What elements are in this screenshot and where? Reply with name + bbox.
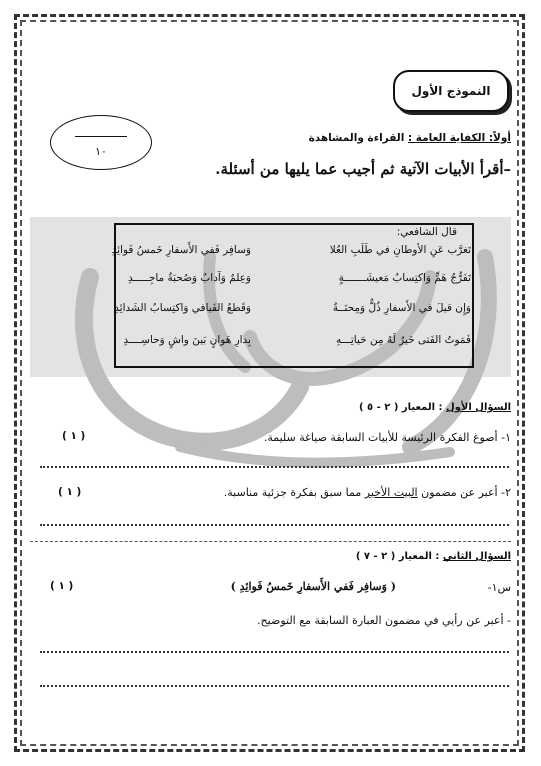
verse-4-first: فَمَوتُ الفَتى خَيرٌ لَهُ مِن حَياتِـــهِ [336, 334, 471, 346]
answer-line-3[interactable] [40, 651, 509, 653]
verse-1-first: تَغرَّب عَنِ الأوطانِ في طَلَبِ العُلا [329, 244, 471, 256]
question2-prompt: - أعبر عن رأيي في مضمون العبارة السابقة مع التوضيح. [257, 614, 511, 627]
competency-value: القراءة والمشاهدة [308, 132, 405, 144]
answer-line-2[interactable] [40, 524, 509, 526]
score-oval [50, 115, 152, 170]
question1-item2-before: ٢- أعبر عن مضمون [417, 486, 511, 499]
question1-item2-text [224, 486, 511, 499]
score-blank-line [75, 136, 127, 137]
question1-item2-mark: ( ١ ) [58, 486, 82, 498]
question1-item1-text: ١- أصوغ الفكرة الرئيسة للأبيات السابقة صياغة سليمة. [263, 431, 511, 444]
answer-line-4[interactable] [40, 685, 509, 687]
question2-heading [356, 551, 511, 562]
model-title-box [393, 70, 509, 112]
question2-number: س١- [487, 581, 511, 594]
verse-2-first: تَفَرُّجُ هَمٍّ وَاكتِسابُ مَعيشَـــــــةٍ [338, 272, 471, 284]
verse-2-second: وَعِلمٌ وَآدابٌ وَصُحبَةُ ماجِـــــدِ [127, 272, 251, 284]
question2-quote: ( وَسافِر فَفي الأَسفارِ خَمسُ فَوائِدِ ) [230, 580, 396, 593]
verse-1-second: وَسافِر فَفي الأَسفارِ خَمسُ فَوائِدِ [111, 244, 251, 256]
question1-item1-mark: ( ١ ) [62, 430, 86, 442]
poem-title: قال الشافعي: [396, 226, 457, 238]
score-total: ١٠ [95, 145, 107, 158]
competency-label: أولاً: الكفاية العامة : [407, 132, 511, 144]
section-separator [30, 541, 511, 542]
model-title: النموذج الأول [411, 84, 491, 98]
question1-label: السؤال الأول [446, 402, 511, 413]
verse-3-second: وَقَطعُ الفَيافي وَاكتِسابُ الشَدائِدِ [114, 302, 251, 314]
instruction-text: –أقرأ الأبيات الآتية ثم أجيب عما يليها من أسئلة. [215, 160, 511, 178]
question1-heading [359, 402, 511, 413]
verse-4-second: بِدارِ هَوانٍ بَينَ واشٍ وَحاسِــــدِ [123, 334, 251, 346]
competency-heading [309, 132, 511, 144]
question2-label: السؤال الثاني [442, 551, 511, 562]
question2-mark: ( ١ ) [50, 580, 74, 592]
question1-item2-after: مما سبق بفكرة جزئية مناسبة. [223, 486, 365, 499]
question1-criterion: : المعيار ( ٢ - ٥ ) [358, 402, 443, 413]
answer-line-1[interactable] [40, 466, 509, 468]
question2-criterion: : المعيار ( ٢ - ٧ ) [355, 551, 440, 562]
question1-item2-underlined: البيت الأخير [364, 486, 418, 499]
verse-3-first: وَإِن قيلَ في الأَسفارِ ذُلٌّ وَمِحنَــةٌ [332, 302, 471, 314]
